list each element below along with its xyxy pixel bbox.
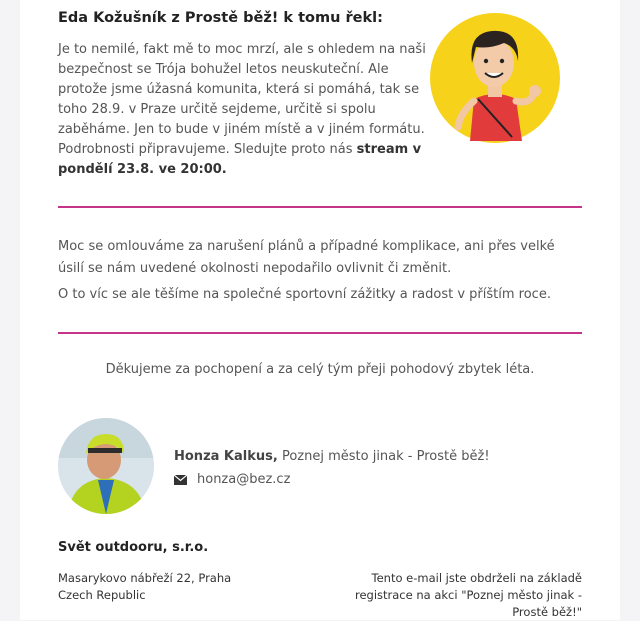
signature-role: Poznej město jinak - Prostě běž!: [281, 449, 490, 464]
signature-email-line: [174, 472, 490, 487]
quote-bold: stream v pondělí 23.8. ve 20:00.: [58, 142, 422, 177]
signature-email[interactable]: honza@bez.cz: [197, 472, 291, 487]
quote-title: Eda Kožušník z Prostě běž! k tomu řekl:: [58, 10, 383, 26]
signature-info: [174, 448, 490, 487]
avatar: [58, 418, 154, 514]
avatar-photo: [58, 418, 154, 514]
email-body: [20, 0, 620, 620]
signature-name-line: [174, 448, 490, 466]
quote-block: [58, 8, 428, 180]
thanks-text: Děkujeme za pochopení a za celý tým přeji pohodový zbytek léta.: [105, 362, 535, 377]
cartoon-runner-illustration: [430, 13, 560, 143]
signature-name: Honza Kalkus,: [174, 449, 278, 464]
envelope-icon: [174, 475, 187, 485]
quote-text: Je to nemilé, fakt mě to moc mrzí, ale s ohledem na naši bezpečnost se Trója bohužel letos neuskuteční. Ale protože jsme úžasná komunita, která si pomáhá, tak se toho 28.9. v Praze určitě sejdeme, určitě si spolu zaběháme. Jen to bude v jiném místě a v jiném formátu. Podrobnosti připravujeme. Sledujte proto nás stream v pondělí 23.8. ve 20:00.: [58, 42, 426, 177]
looking-forward-paragraph: O to víc se ale těšíme na společné sportovní zážitky a radost v příštím roce.: [58, 287, 551, 302]
apology-paragraph: Moc se omlouváme za narušení plánů a případné komplikace, ani přes velké úsilí se nám uvedené okolnosti nepodařilo ovlivnit či změnit.: [58, 239, 555, 276]
signature: [58, 418, 582, 518]
divider: [58, 332, 582, 334]
company-address: Masarykovo nábřeží 22, Praha Czech Republic: [58, 571, 232, 602]
company-name: Svět outdooru, s.r.o.: [58, 540, 209, 555]
divider: [58, 206, 582, 208]
registration-notice: Tento e-mail jste obdrželi na základě registrace na akci "Poznej město jinak - Prostě běž!": [354, 571, 582, 619]
